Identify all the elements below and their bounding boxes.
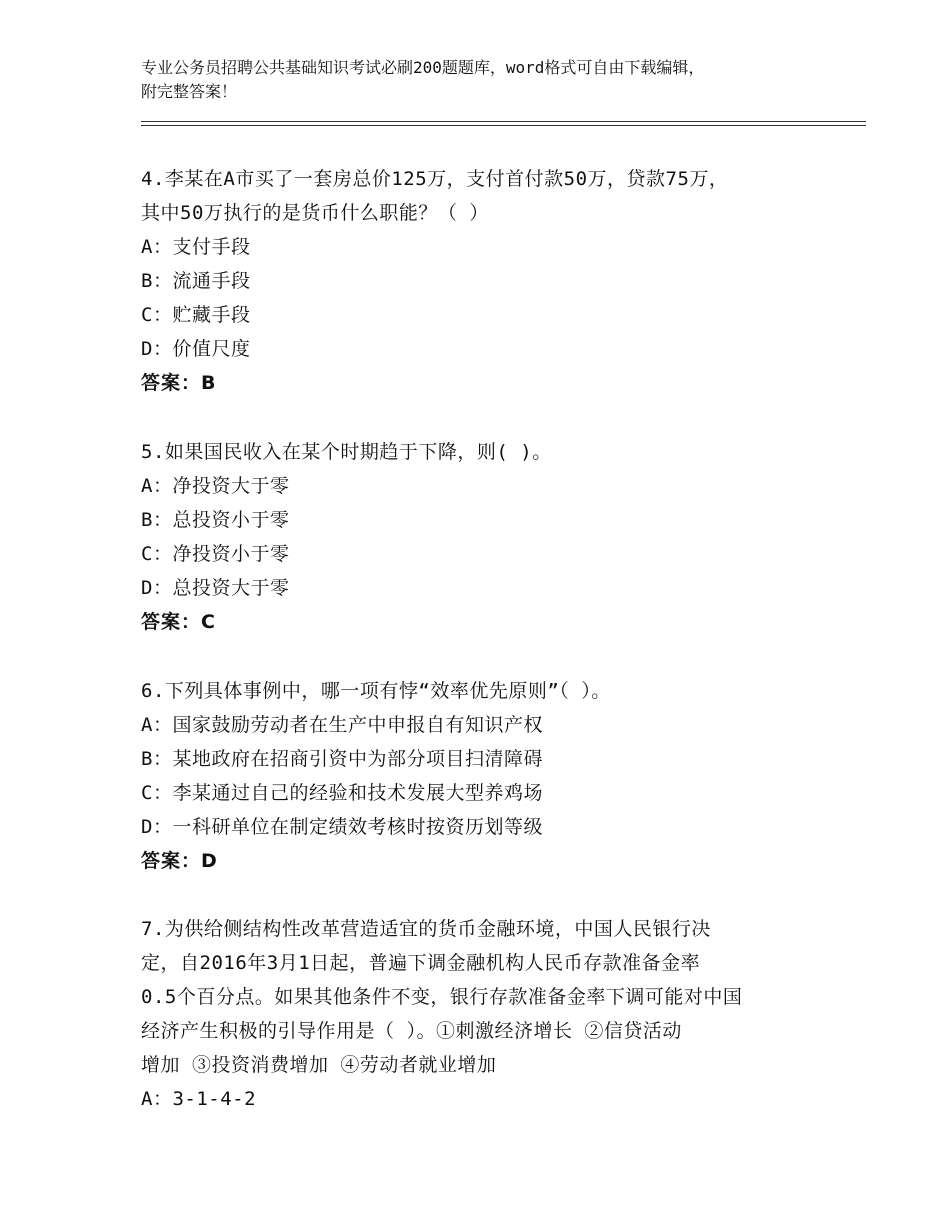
question-4-stem-line-1: 4.李某在A市买了一套房总价125万，支付首付款50万，贷款75万， [141,168,729,190]
document-header [141,56,841,104]
question-7-stem-line-1: 7.为供给侧结构性改革营造适宜的货币金融环境，中国人民银行决 [141,918,711,940]
question-7-stem-line-2: 定，自2016年3月1日起，普遍下调金融机构人民币存款准备金率 [141,952,701,974]
question-6-option-a: A：国家鼓励劳动者在生产中申报自有知识产权 [141,714,543,736]
question-4-option-c: C：贮藏手段 [141,304,251,326]
question-4-option-d: D：价值尺度 [141,338,251,360]
question-7-option-a: A：3-1-4-2 [141,1088,257,1110]
header-divider [141,121,866,126]
question-7-stem-line-4: 经济产生积极的引导作用是（ ）。①刺激经济增长 ②信贷活动 [141,1020,682,1042]
question-4-option-a: A：支付手段 [141,236,251,258]
question-5-option-d: D：总投资大于零 [141,577,290,599]
question-4-answer: 答案：B [141,372,217,394]
question-7-stem-line-5: 增加 ③投资消费增加 ④劳动者就业增加 [141,1054,497,1076]
question-6-stem-line-1: 6.下列具体事例中，哪一项有悖“效率优先原则”（ ）。 [141,680,611,702]
question-5-option-c: C：净投资小于零 [141,543,290,565]
question-5-option-b: B：总投资小于零 [141,509,290,531]
question-6-option-d: D：一科研单位在制定绩效考核时按资历划等级 [141,816,543,838]
question-6-option-b: B：某地政府在招商引资中为部分项目扫清障碍 [141,748,543,770]
question-4-option-b: B：流通手段 [141,270,251,292]
header-line-1: 专业公务员招聘公共基础知识考试必刷200题题库，word格式可自由下载编辑， [141,58,705,77]
question-6-option-c: C：李某通过自己的经验和技术发展大型养鸡场 [141,782,543,804]
question-6-answer: 答案：D [141,850,218,872]
header-line-2: 附完整答案！ [141,82,238,101]
question-4-stem-line-2: 其中50万执行的是货币什么职能？（ ） [141,202,489,224]
question-5-option-a: A：净投资大于零 [141,475,290,497]
question-5-answer: 答案：C [141,611,216,633]
question-7-stem-line-3: 0.5个百分点。如果其他条件不变，银行存款准备金率下调可能对中国 [141,986,743,1008]
question-5-stem-line-1: 5.如果国民收入在某个时期趋于下降，则( )。 [141,441,552,463]
